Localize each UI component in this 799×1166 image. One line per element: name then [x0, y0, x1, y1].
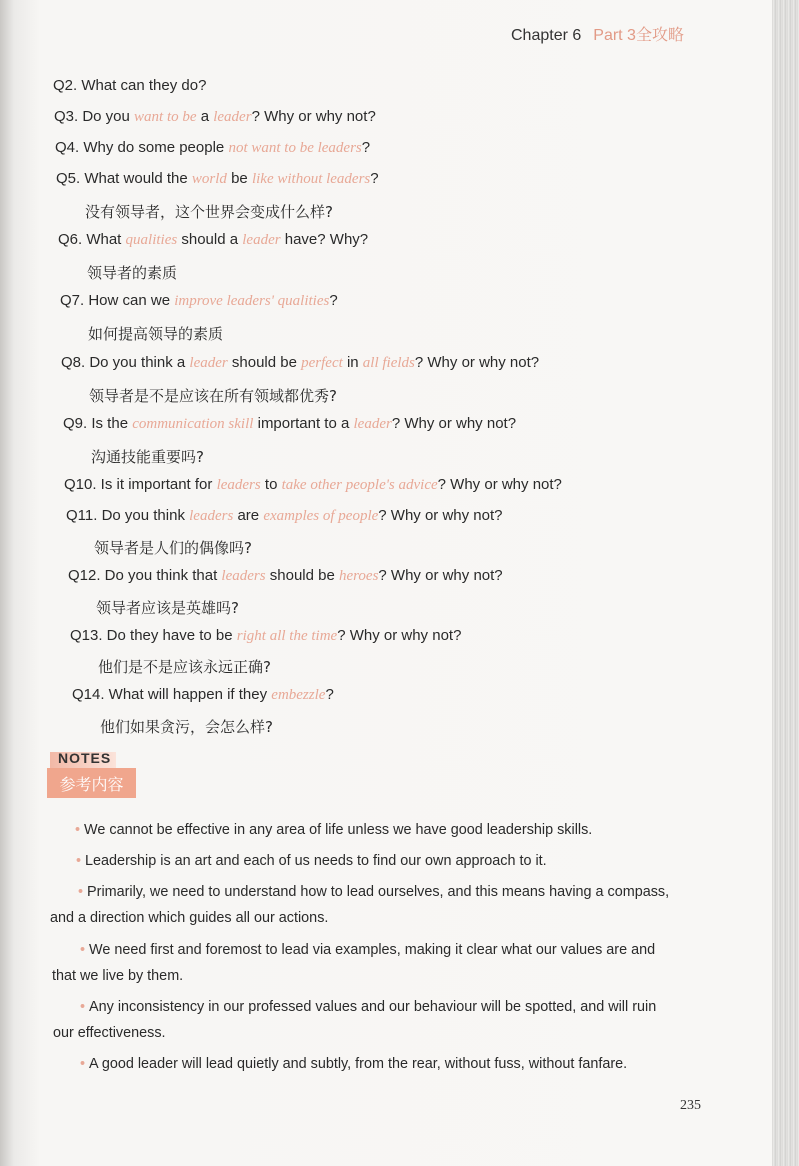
- question-text: ?: [361, 139, 371, 156]
- page-number: 235: [680, 1098, 701, 1113]
- question-text: Q7. How can we: [60, 292, 175, 309]
- question-text: ? Why or why not?: [437, 476, 562, 493]
- translation-q9: 沟通技能重要吗?: [91, 448, 204, 466]
- question-q11: [66, 507, 503, 525]
- chapter-label: Chapter 6: [511, 27, 582, 44]
- reference-point-5-cont: our effectiveness.: [53, 1025, 166, 1041]
- page-edge: [772, 0, 799, 1166]
- highlighted-phrase: embezzle: [271, 687, 326, 703]
- bullet-icon: •: [76, 853, 82, 869]
- question-text: should be: [265, 567, 339, 584]
- reference-point-4-cont: that we live by them.: [52, 968, 184, 984]
- reference-point-3-cont: and a direction which guides all our actions.: [50, 910, 329, 926]
- highlighted-phrase: heroes: [338, 568, 379, 584]
- question-q12: [68, 567, 503, 585]
- question-text: ?: [329, 292, 338, 309]
- question-text: ? Why or why not?: [378, 567, 503, 584]
- question-text: ? Why or why not?: [251, 108, 376, 125]
- question-text: are: [233, 507, 264, 524]
- highlighted-phrase: leader: [242, 232, 281, 248]
- highlighted-phrase: right all the time: [236, 628, 338, 644]
- translation-q11: 领导者是人们的偶像吗?: [94, 539, 252, 557]
- question-text: Q14. What will happen if they: [72, 686, 272, 703]
- highlighted-phrase: all fields: [362, 355, 415, 371]
- point-text: We cannot be effective in any area of life unless we have good leadership skills.: [84, 822, 593, 838]
- highlighted-phrase: leader: [213, 109, 252, 125]
- highlighted-phrase: improve leaders' qualities: [174, 293, 330, 309]
- highlighted-phrase: leaders: [189, 508, 234, 524]
- question-q8: [61, 354, 539, 372]
- question-text: Q3. Do you: [54, 108, 135, 125]
- highlighted-phrase: not want to be leaders: [228, 140, 362, 156]
- reference-point-3: [78, 879, 669, 906]
- notes-tag: [50, 752, 116, 768]
- question-q10: [64, 476, 562, 494]
- running-header: [511, 22, 684, 45]
- question-text: important to a: [253, 415, 354, 432]
- question-text: ? Why or why not?: [391, 415, 517, 432]
- question-text: Q11. Do you think: [66, 507, 190, 524]
- question-text: ?: [325, 686, 334, 703]
- reference-point-4: [80, 937, 655, 964]
- highlighted-phrase: leader: [189, 355, 228, 371]
- translation-q5: 没有领导者，这个世界会变成什么样?: [85, 203, 333, 221]
- question-text: Q2. What can they do?: [53, 77, 207, 94]
- section-badge: 参考内容: [47, 768, 136, 798]
- question-text: Q12. Do you think that: [68, 567, 222, 584]
- bullet-icon: •: [78, 884, 84, 900]
- question-text: to: [260, 476, 282, 493]
- translation-q14: 他们如果贪污，会怎么样?: [100, 718, 273, 736]
- question-text: should a: [177, 231, 243, 248]
- point-text: Primarily, we need to understand how to lead ourselves, and this means having a compass,: [87, 884, 670, 900]
- reference-point-1: [75, 817, 592, 844]
- question-q7: [60, 292, 338, 310]
- point-text: We need first and foremost to lead via examples, making it clear what our values are and: [89, 942, 656, 958]
- question-q5: [56, 170, 379, 188]
- question-text: Q6. What: [58, 231, 126, 248]
- highlighted-phrase: qualities: [125, 232, 178, 248]
- question-text: ? Why or why not?: [378, 507, 503, 524]
- notes-tag-label: NOTES: [58, 750, 112, 766]
- translation-q8: 领导者是不是应该在所有领域都优秀?: [89, 387, 337, 405]
- reference-point-5: [80, 994, 656, 1021]
- bullet-icon: •: [80, 942, 86, 958]
- highlighted-phrase: examples of people: [263, 508, 379, 524]
- question-text: ?: [370, 170, 379, 187]
- question-text: should be: [227, 354, 302, 371]
- question-text: a: [196, 108, 214, 125]
- question-text: Q4. Why do some people: [55, 139, 229, 156]
- question-text: Q5. What would the: [56, 170, 192, 187]
- question-q14: [72, 686, 334, 704]
- question-q9: [63, 415, 516, 433]
- question-q2: [53, 77, 206, 94]
- bullet-icon: •: [75, 822, 81, 838]
- highlighted-phrase: leader: [353, 416, 392, 432]
- translation-q13: 他们是不是应该永远正确?: [98, 658, 271, 676]
- highlighted-phrase: leaders: [216, 477, 261, 493]
- question-text: have? Why?: [280, 231, 369, 248]
- bullet-icon: •: [80, 999, 86, 1015]
- question-q6: [58, 231, 368, 249]
- question-text: ? Why or why not?: [337, 627, 462, 644]
- part-label: Part 3全攻略: [593, 27, 684, 44]
- highlighted-phrase: perfect: [301, 355, 343, 371]
- highlighted-phrase: want to be: [134, 109, 197, 125]
- highlighted-phrase: take other people's advice: [281, 477, 438, 493]
- highlighted-phrase: world: [191, 171, 227, 187]
- question-text: be: [226, 170, 252, 187]
- question-text: Q10. Is it important for: [64, 476, 217, 493]
- question-text: Q13. Do they have to be: [70, 627, 237, 644]
- question-q4: [55, 139, 370, 157]
- question-text: in: [342, 354, 363, 371]
- translation-q6: 领导者的素质: [87, 264, 178, 282]
- question-q3: [54, 108, 376, 126]
- point-text: Any inconsistency in our professed values and our behaviour will be spotted, and will ruin: [89, 999, 657, 1015]
- highlighted-phrase: like without leaders: [251, 171, 371, 187]
- question-text: Q8. Do you think a: [61, 354, 190, 371]
- translation-q7: 如何提高领导的素质: [88, 325, 224, 343]
- question-text: ? Why or why not?: [414, 354, 540, 371]
- point-text: Leadership is an art and each of us needs to find our own approach to it.: [85, 853, 547, 869]
- point-text: A good leader will lead quietly and subtly, from the rear, without fuss, without fanfare.: [89, 1056, 628, 1072]
- reference-point-2: [76, 848, 547, 875]
- highlighted-phrase: communication skill: [132, 416, 254, 432]
- question-text: Q9. Is the: [63, 415, 133, 432]
- highlighted-phrase: leaders: [221, 568, 266, 584]
- translation-q12: 领导者应该是英雄吗?: [96, 599, 239, 617]
- question-q13: [70, 627, 461, 645]
- bullet-icon: •: [80, 1056, 86, 1072]
- reference-point-6: [80, 1051, 627, 1078]
